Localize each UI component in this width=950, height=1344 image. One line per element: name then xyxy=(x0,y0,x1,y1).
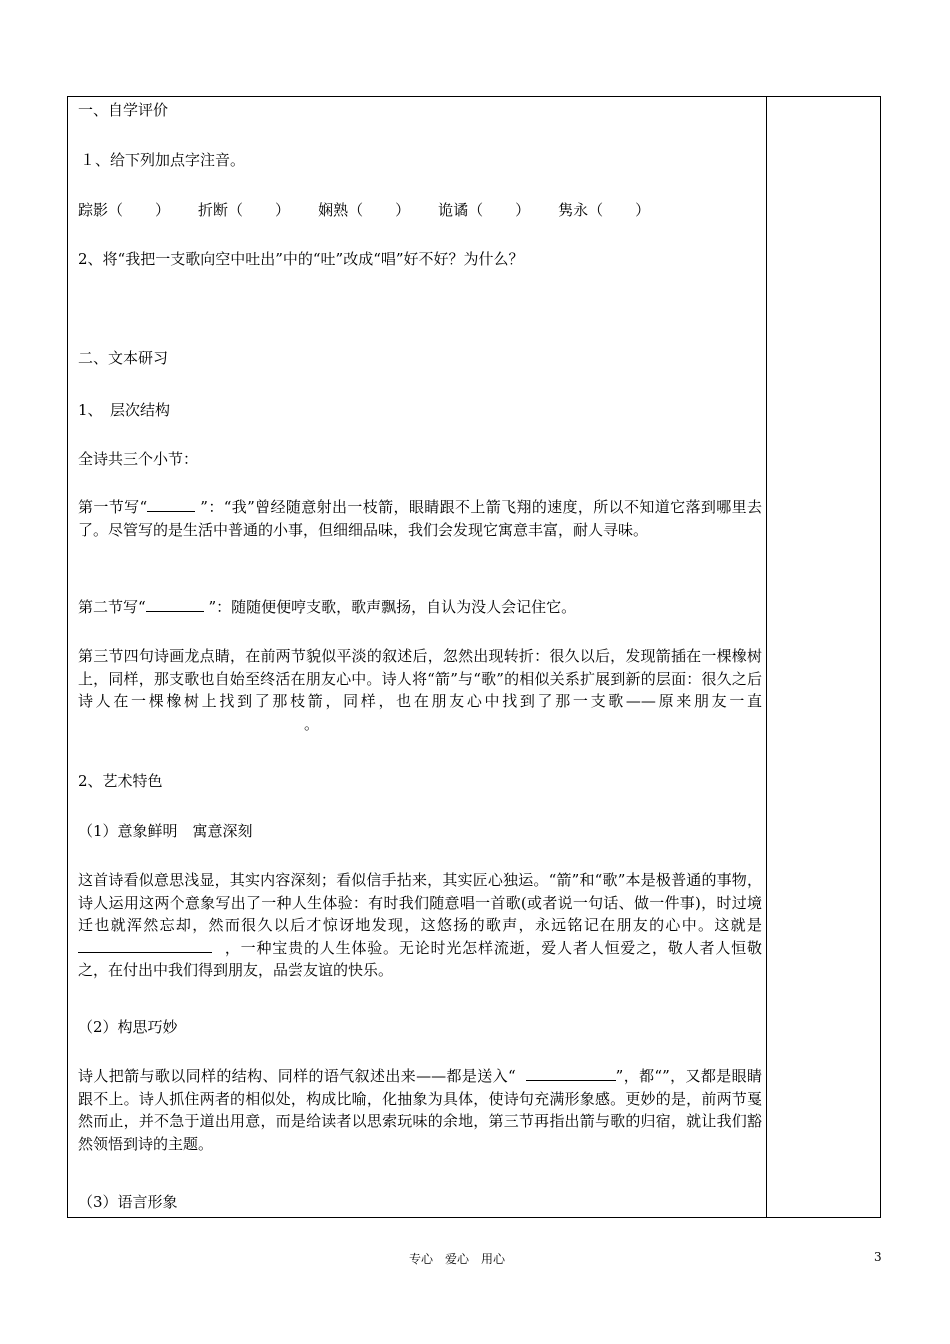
fill-blank[interactable] xyxy=(147,497,195,512)
question-2: 2、将“我把一支歌向空中吐出”中的“吐”改成“唱”好不好？为什么？ xyxy=(78,250,524,268)
pinyin-item-word: 踪影（ xyxy=(78,201,124,219)
conception-text-b: ”，都“ xyxy=(615,1067,663,1085)
question-1: １、给下列加点字注音。 xyxy=(80,151,246,169)
fill-blank[interactable] xyxy=(146,597,204,612)
page-number: 3 xyxy=(874,1250,882,1264)
subheading-structure-clever: （2）构思巧妙 xyxy=(78,1018,178,1036)
subheading-art-features: 2、艺术特色 xyxy=(78,772,163,790)
notes-column-divider xyxy=(766,97,767,1217)
fill-blank[interactable] xyxy=(526,1066,616,1081)
paragraph-imagery xyxy=(78,869,762,982)
paragraph-conception xyxy=(78,1065,762,1155)
subheading-language: （3）语言形象 xyxy=(78,1193,178,1211)
pinyin-item-paren: ） xyxy=(395,201,411,219)
stanza-2-text: ”：随随便便哼支歌，歌声飘扬，自认为没人会记住它。 xyxy=(203,598,577,616)
fill-blank[interactable] xyxy=(78,938,212,953)
stanza-2-prefix: 第二节写“ xyxy=(78,598,146,616)
pinyin-item-word: 娴熟（ xyxy=(318,201,364,219)
pinyin-item-paren: ） xyxy=(155,201,171,219)
stanza-3-text: 第三节四句诗画龙点睛，在前两节貌似平淡的叙述后，忽然出现转折：很久以后，发现箭插在一棵橡树上，同样，那支歌也自始至终活在朋友心中。诗人将“箭”与“歌”的相似关系扩展到新的层面：很久之后诗人在一棵橡树上找到了那枝箭，同样，也在朋友心中找到了那一支歌——原来朋友一直 xyxy=(78,647,762,710)
footer-motto: 专心 爱心 用心 xyxy=(409,1252,506,1266)
stanza-1-text: ”：“我”曾经随意射出一枝箭，眼睛跟不上箭飞翔的速度，所以不知道它落到哪里去了。尽管写的是生活中普通的小事，但细细品味，我们会发现它寓意丰富，耐人寻味。 xyxy=(78,498,762,539)
worksheet-table xyxy=(67,96,881,1218)
pinyin-item-word: 诡谲（ xyxy=(438,201,484,219)
subheading-imagery: （1）意象鲜明 寓意深刻 xyxy=(78,822,253,840)
pinyin-item-word: 折断（ xyxy=(198,201,244,219)
pinyin-item-paren: ） xyxy=(515,201,531,219)
subheading-structure: 1、 层次结构 xyxy=(78,401,171,419)
paragraph-stanza-3 xyxy=(78,645,762,735)
stanza-3-end: 。 xyxy=(304,714,320,733)
intro-text: 全诗共三个小节： xyxy=(78,450,199,468)
section1-heading: 一、自学评价 xyxy=(78,101,169,119)
pinyin-row xyxy=(78,199,650,221)
imagery-text-b: ，一种宝贵的人生体验。无论时光怎样流逝，爱人者人恒爱之，敬人者人恒敬之，在付出中我们得到朋友，品尝友谊的快乐。 xyxy=(78,938,762,979)
section2-heading: 二、文本研习 xyxy=(78,349,169,367)
conception-text-a: 诗人把箭与歌以同样的结构、同样的语气叙述出来——都是送入“ xyxy=(78,1067,516,1085)
stanza-1-prefix: 第一节写“ xyxy=(78,498,148,516)
conception-text-c: ”，又都是眼睛跟不上。诗人抓住两者的相似处，构成比喻，化抽象为具体，使诗句充满形象感。更妙的是，前两节戛然而止，并不急于道出用意，而是给读者以思索玩味的余地，第三节再指出箭与歌的归宿，就让我们豁然领悟到诗的主题。 xyxy=(78,1067,762,1153)
pinyin-item-word: 隽永（ xyxy=(558,201,604,219)
pinyin-item-paren: ） xyxy=(635,201,651,219)
paragraph-stanza-1 xyxy=(78,496,762,541)
paragraph-stanza-2 xyxy=(78,596,762,619)
imagery-text-a: 这首诗看似意思浅显，其实内容深刻；看似信手拈来，其实匠心独运。“箭”和“歌”本是极普通的事物，诗人运用这两个意象写出了一种人生体验：有时我们随意唱一首歌(或者说一句话、做一件事)，时过境迁也就浑然忘却，然而很久以后才惊讶地发现，这悠扬的歌声，永远铭记在朋友的心中。这就是 xyxy=(78,871,762,934)
pinyin-item-paren: ） xyxy=(275,201,291,219)
